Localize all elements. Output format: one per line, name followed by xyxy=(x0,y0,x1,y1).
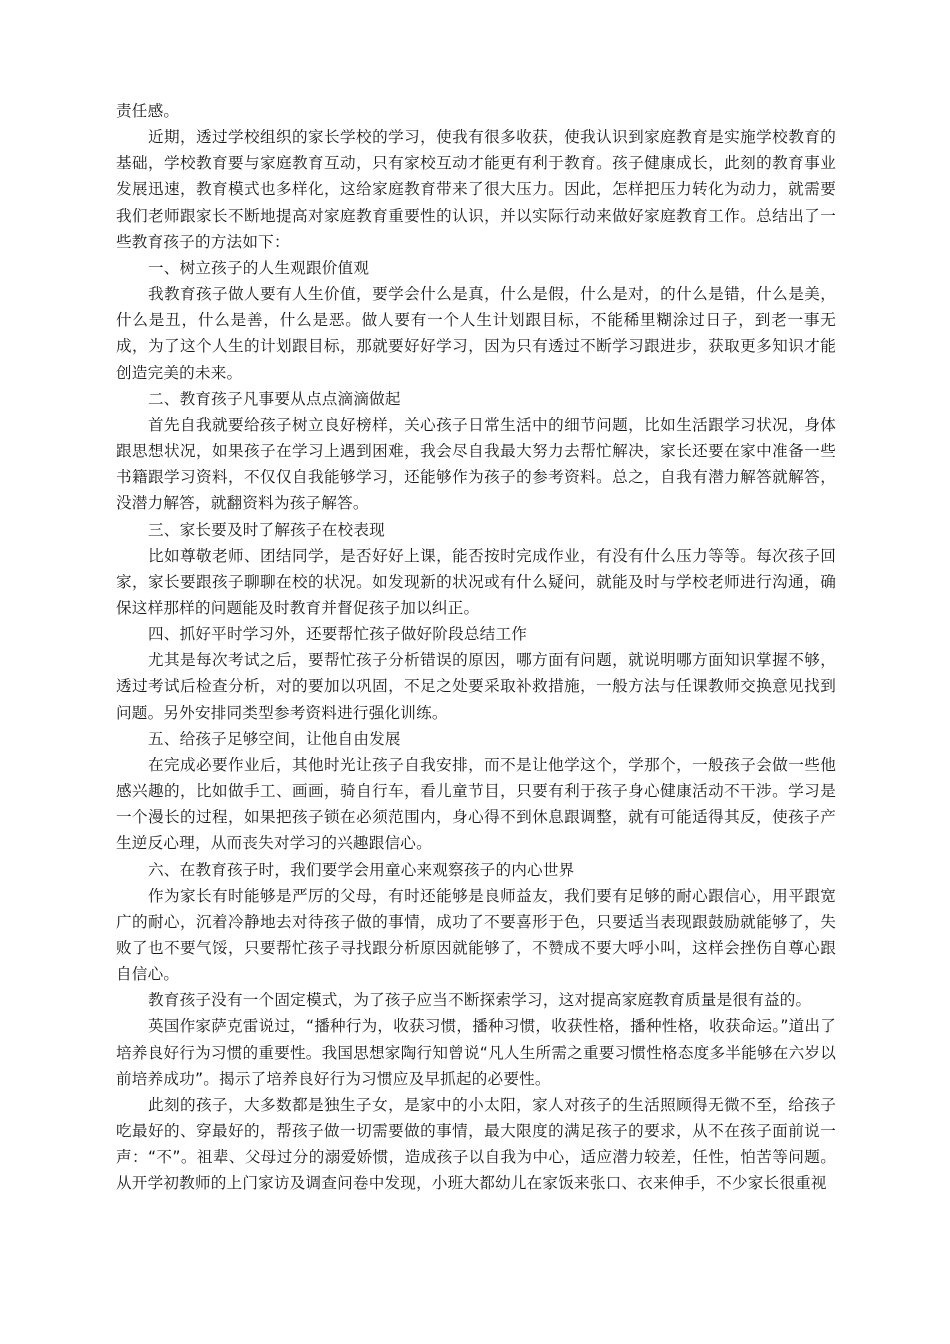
document-body xyxy=(116,98,836,1197)
paragraph: 近期，透过学校组织的家长学校的学习，使我有很多收获，使我认识到家庭教育是实施学校教育的基础，学校教育要与家庭教育互动，只有家校互动才能更有利于教育。孩子健康成长，此刻的教育事业发展迅速，教育模式也多样化，这给家庭教育带来了很大压力。因此，怎样把压力转化为动力，就需要我们老师跟家长不断地提高对家庭教育重要性的认识，并以实际行动来做好家庭教育工作。总结出了一些教育孩子的方法如下： xyxy=(116,128,836,251)
paragraph: 在完成必要作业后，其他时光让孩子自我安排，而不是让他学这个，学那个，一般孩子会做一些他感兴趣的，比如做手工、画画，骑自行车，看儿童节目，只要有利于孩子身心健康活动不干涉。学习是一个漫长的过程，如果把孩子锁在必须范围内，身心得不到休息跟调整，就有可能适得其反，使孩子产生逆反心理，从而丧失对学习的兴趣跟信心。 xyxy=(116,755,836,853)
paragraph: 尤其是每次考试之后，要帮忙孩子分析错误的原因，哪方面有问题，就说明哪方面知识掌握不够，透过考试后检查分析，对的要加以巩固，不足之处要采取补救措施，一般方法与任课教师交换意见找到问题。另外安排同类型参考资料进行强化训练。 xyxy=(116,651,836,722)
section-heading: 四、抓好平时学习外，还要帮忙孩子做好阶段总结工作 xyxy=(148,625,528,644)
section-heading: 六、在教育孩子时，我们要学会用童心来观察孩子的内心世界 xyxy=(148,860,575,879)
section-heading: 一、树立孩子的人生观跟价值观 xyxy=(148,258,370,277)
paragraph: 教育孩子没有一个固定模式，为了孩子应当不断探索学习，这对提高家庭教育质量是很有益的。 xyxy=(148,991,812,1010)
paragraph: 比如尊敬老师、团结同学，是否好好上课，能否按时完成作业，有没有什么压力等等。每次孩子回家，家长要跟孩子聊聊在校的状况。如发现新的状况或有什么疑问，就能及时与学校老师进行沟通，确保这样那样的问题能及时教育并督促孩子加以纠正。 xyxy=(116,546,836,617)
section-heading: 三、家长要及时了解孩子在校表现 xyxy=(148,520,385,539)
paragraph: 首先自我就要给孩子树立良好榜样，关心孩子日常生活中的细节问题，比如生活跟学习状况，身体跟思想状况，如果孩子在学习上遇到困难，我会尽自我最大努力去帮忙解决，家长还要在家中准备一些书籍跟学习资料，不仅仅自我能够学习，还能够作为孩子的参考资料。总之，自我有潜力解答就解答，没潜力解答，就翻资料为孩子解答。 xyxy=(116,415,836,513)
paragraph: 我教育孩子做人要有人生价值，要学会什么是真，什么是假，什么是对，的什么是错，什么是美，什么是丑，什么是善，什么是恶。做人要有一个人生计划跟目标，不能稀里糊涂过日子，到老一事无成，为了这个人生的计划跟目标，那就要好好学习，因为只有透过不断学习跟进步，获取更多知识才能创造完美的未来。 xyxy=(116,285,836,382)
paragraph: 责任感。 xyxy=(116,102,180,120)
paragraph: 英国作家萨克雷说过，“播种行为，收获习惯，播种习惯，收获性格，播种性格，收获命运。”道出了培养良好行为习惯的重要性。我国思想家陶行知曾说“凡人生所需之重要习惯性格态度多半能够在六岁以前培养成功”。揭示了培养良好行为习惯应及早抓起的必要性。 xyxy=(116,1017,836,1088)
paragraph: 作为家长有时能够是严厉的父母，有时还能够是良师益友，我们要有足够的耐心跟信心，用平跟宽广的耐心，沉着冷静地去对待孩子做的事情，成功了不要喜形于色，只要适当表现跟鼓励就能够了，失败了也不要气馁，只要帮忙孩子寻找跟分析原因就能够了，不赞成不要大呼小叫，这样会挫伤自尊心跟自信心。 xyxy=(116,886,836,984)
paragraph: 此刻的孩子，大多数都是独生子女，是家中的小太阳，家人对孩子的生活照顾得无微不至，给孩子吃最好的、穿最好的，帮孩子做一切需要做的事情，最大限度的满足孩子的要求，从不在孩子面前说一声：“不”。祖辈、父母过分的溺爱娇惯，造成孩子以自我为中心，适应潜力较差，任性，怕苦等问题。从开学初教师的上门家访及调查问卷中发现，小班大都幼儿在家饭来张口、衣来伸手，不少家长很重视 xyxy=(116,1095,836,1193)
section-heading: 二、教育孩子凡事要从点点滴滴做起 xyxy=(148,389,401,408)
section-heading: 五、给孩子足够空间，让他自由发展 xyxy=(148,729,401,748)
